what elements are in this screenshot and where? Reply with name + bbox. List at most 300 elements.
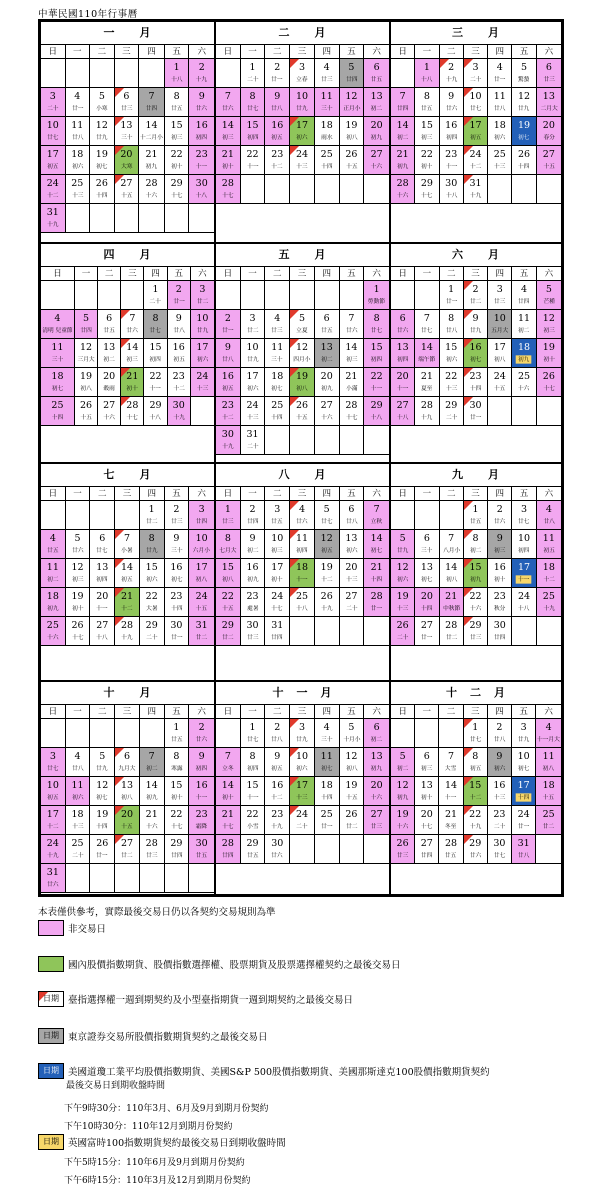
day-number: 15 bbox=[221, 562, 234, 573]
day-number: 8 bbox=[148, 533, 155, 544]
lunar-label: 十六 bbox=[370, 794, 383, 801]
empty-cell bbox=[512, 397, 536, 426]
weekday-header: 一 bbox=[66, 45, 91, 59]
lunar-label: 廿五 bbox=[195, 852, 208, 859]
day-number: 8 bbox=[249, 751, 256, 762]
lunar-label: 芒種 bbox=[543, 298, 555, 305]
lunar-label: 廿一 bbox=[517, 823, 530, 830]
lunar-label: 十二 bbox=[469, 163, 482, 170]
day-number: 31 bbox=[271, 620, 284, 631]
day-number: 4 bbox=[274, 313, 281, 324]
month-title: 二 月 bbox=[216, 22, 389, 45]
lunar-label: 廿八 bbox=[222, 356, 234, 363]
day-cell bbox=[415, 559, 439, 588]
lunar-label: 廿四 bbox=[345, 76, 358, 83]
empty-cell bbox=[340, 281, 365, 310]
empty-cell bbox=[66, 719, 91, 748]
day-number: 21 bbox=[145, 149, 158, 160]
day-cell bbox=[265, 310, 290, 339]
weekday-header: 日 bbox=[391, 705, 415, 719]
lunar-label: 初五 bbox=[222, 385, 234, 392]
empty-cell bbox=[364, 175, 389, 204]
day-number: 21 bbox=[370, 562, 383, 573]
day-cell bbox=[440, 175, 464, 204]
day-cell bbox=[41, 617, 66, 646]
day-number: 16 bbox=[221, 371, 234, 382]
day-number: 9 bbox=[274, 751, 281, 762]
day-number: 7 bbox=[447, 751, 455, 762]
day-number: 22 bbox=[370, 371, 383, 382]
day-cell bbox=[391, 117, 415, 146]
day-cell bbox=[90, 806, 115, 835]
weekday-header: 三 bbox=[464, 487, 488, 501]
day-cell bbox=[315, 777, 340, 806]
day-cell bbox=[391, 777, 415, 806]
weekday-header: 四 bbox=[144, 267, 167, 281]
day-number: 31 bbox=[195, 620, 208, 631]
weekday-header: 六 bbox=[536, 705, 561, 719]
lunar-label: 十五 bbox=[296, 414, 308, 421]
weekday-header: 三 bbox=[290, 705, 315, 719]
month-block bbox=[390, 681, 562, 895]
lunar-label: 十六 bbox=[103, 414, 115, 421]
lunar-label: 十三 bbox=[345, 576, 358, 583]
lunar-label: 初八 bbox=[445, 576, 457, 583]
day-number: 4 bbox=[545, 504, 552, 515]
day-number: 17 bbox=[469, 120, 482, 131]
lunar-label: 廿九 bbox=[246, 356, 259, 363]
day-number: 6 bbox=[423, 533, 430, 544]
lunar-label: 初六 bbox=[71, 794, 84, 801]
lunar-label: 十九 bbox=[421, 414, 433, 421]
day-number: 5 bbox=[298, 313, 306, 324]
day-cell bbox=[165, 146, 190, 175]
day-number: 20 bbox=[370, 780, 383, 791]
day-cell bbox=[241, 146, 266, 175]
lunar-label: 二十 bbox=[71, 852, 84, 859]
lunar-label: 初四 bbox=[195, 765, 208, 772]
day-number: 10 bbox=[493, 313, 506, 324]
day-cell bbox=[340, 117, 365, 146]
day-number: 26 bbox=[345, 149, 358, 160]
day-cell bbox=[464, 59, 488, 88]
day-cell bbox=[189, 559, 214, 588]
day-cell bbox=[140, 588, 165, 617]
lunar-label: 初六 bbox=[345, 547, 358, 554]
lunar-label: 初七 bbox=[518, 134, 530, 141]
day-number: 19 bbox=[95, 149, 108, 160]
day-number: 29 bbox=[145, 620, 158, 631]
day-cell bbox=[90, 559, 115, 588]
day-cell bbox=[488, 368, 512, 397]
lunar-label: 廿七 bbox=[469, 736, 481, 743]
day-cell bbox=[216, 368, 241, 397]
day-number: 14 bbox=[221, 780, 234, 791]
day-cell bbox=[265, 559, 290, 588]
lunar-label: 廿五 bbox=[170, 105, 183, 112]
day-number: 23 bbox=[221, 400, 234, 411]
weekday-header: 一 bbox=[241, 45, 266, 59]
lunar-label: 廿五 bbox=[321, 327, 333, 334]
lunar-label: 十四 bbox=[96, 192, 108, 199]
lunar-label: 十六 bbox=[396, 823, 409, 830]
lunar-label: 十一 bbox=[246, 794, 259, 801]
lunar-label: 雨水 bbox=[321, 134, 333, 141]
day-number: 24 bbox=[246, 400, 259, 411]
day-cell bbox=[189, 835, 214, 864]
day-cell bbox=[440, 368, 464, 397]
empty-cell bbox=[41, 281, 75, 310]
day-number: 20 bbox=[370, 120, 383, 131]
lunar-label: 九月大 bbox=[118, 765, 136, 772]
empty-cell bbox=[165, 204, 190, 233]
day-cell bbox=[488, 310, 512, 339]
lunar-label: 十三 bbox=[246, 414, 259, 421]
day-cell bbox=[290, 339, 315, 368]
day-number: 14 bbox=[145, 780, 158, 791]
day-cell bbox=[121, 339, 144, 368]
day-cell bbox=[41, 748, 66, 777]
day-cell bbox=[364, 559, 389, 588]
day-number: 21 bbox=[221, 149, 234, 160]
day-cell bbox=[139, 117, 165, 146]
lunar-label: 十九 bbox=[469, 823, 481, 830]
day-cell bbox=[165, 59, 190, 88]
day-number: 9 bbox=[198, 91, 205, 102]
lunar-label: 廿三 bbox=[396, 852, 409, 859]
day-cell bbox=[66, 559, 91, 588]
day-cell bbox=[512, 501, 536, 530]
lunar-label: 十四 bbox=[51, 414, 64, 421]
day-number: 20 bbox=[345, 562, 358, 573]
day-cell bbox=[241, 806, 266, 835]
day-number: 30 bbox=[246, 620, 259, 631]
day-cell bbox=[168, 397, 191, 426]
day-cell bbox=[265, 117, 290, 146]
day-cell bbox=[315, 368, 340, 397]
day-cell bbox=[90, 88, 115, 117]
day-cell bbox=[168, 310, 191, 339]
day-number: 1 bbox=[249, 62, 256, 73]
weekday-header: 六 bbox=[364, 45, 389, 59]
lunar-label: 廿二 bbox=[542, 823, 555, 830]
day-cell bbox=[140, 777, 165, 806]
day-cell bbox=[66, 748, 91, 777]
lunar-label: 立夏 bbox=[296, 327, 308, 334]
day-number: 19 bbox=[518, 120, 531, 131]
weekday-header: 五 bbox=[512, 705, 536, 719]
lunar-label: 小滿 bbox=[345, 385, 358, 392]
day-number: 5 bbox=[348, 62, 355, 73]
weekday-header: 六 bbox=[364, 267, 389, 281]
day-number: 30 bbox=[195, 178, 208, 189]
weekday-header: 三 bbox=[290, 267, 315, 281]
day-number: 19 bbox=[96, 809, 109, 820]
day-cell bbox=[464, 281, 488, 310]
day-number: 23 bbox=[246, 591, 259, 602]
day-number: 2 bbox=[249, 504, 256, 515]
day-cell bbox=[90, 617, 115, 646]
day-number: 7 bbox=[224, 91, 231, 102]
day-cell bbox=[189, 617, 214, 646]
day-cell bbox=[315, 719, 340, 748]
lunar-label: 十七 bbox=[170, 823, 183, 830]
lunar-label: 十月小 bbox=[342, 736, 360, 743]
lunar-label: 十九 bbox=[445, 76, 457, 83]
day-number: 14 bbox=[145, 120, 158, 131]
day-number: 29 bbox=[149, 400, 162, 411]
lunar-label: 十二 bbox=[321, 576, 333, 583]
lunar-label: 十五 bbox=[195, 605, 208, 612]
day-cell bbox=[464, 501, 488, 530]
legend-uk bbox=[38, 1134, 286, 1150]
day-number: 21 bbox=[126, 371, 139, 382]
day-cell bbox=[464, 530, 488, 559]
lunar-label: 冬至 bbox=[445, 823, 457, 830]
lunar-label: 廿三 bbox=[246, 634, 259, 641]
lunar-label: 初十 bbox=[421, 163, 433, 170]
lunar-label: 初八 bbox=[296, 385, 308, 392]
lunar-label: 廿二 bbox=[246, 327, 259, 334]
lunar-label: 驚蟄 bbox=[518, 76, 530, 83]
empty-cell bbox=[488, 175, 512, 204]
day-number: 2 bbox=[496, 722, 503, 733]
lunar-label: 十二 bbox=[121, 605, 133, 612]
day-number: 15 bbox=[145, 562, 158, 573]
day-cell bbox=[488, 559, 512, 588]
weekday-header: 四 bbox=[488, 705, 512, 719]
lunar-label: 初七 bbox=[421, 576, 433, 583]
day-cell bbox=[115, 88, 140, 117]
lunar-label: 廿三 bbox=[469, 634, 482, 641]
lunar-label: 十五 bbox=[222, 605, 234, 612]
weekday-header: 三 bbox=[115, 45, 140, 59]
day-number: 3 bbox=[520, 722, 527, 733]
day-cell bbox=[66, 777, 91, 806]
day-cell bbox=[488, 339, 512, 368]
day-cell bbox=[265, 88, 290, 117]
day-number: 3 bbox=[199, 284, 206, 295]
day-cell bbox=[144, 310, 167, 339]
lunar-label: 初六 bbox=[196, 356, 209, 363]
day-number: 18 bbox=[320, 120, 333, 131]
lunar-label: 穀雨 bbox=[103, 385, 115, 392]
weekday-header: 三 bbox=[121, 267, 144, 281]
lunar-label: 十四 bbox=[421, 605, 433, 612]
day-cell bbox=[464, 806, 488, 835]
lunar-label: 初六 bbox=[71, 163, 83, 170]
day-cell bbox=[241, 59, 266, 88]
day-cell bbox=[66, 117, 91, 146]
day-number: 26 bbox=[71, 620, 84, 631]
day-number: 29 bbox=[221, 620, 234, 631]
empty-cell bbox=[265, 426, 290, 455]
empty-cell bbox=[189, 864, 214, 893]
day-number: 23 bbox=[195, 149, 208, 160]
day-number: 14 bbox=[445, 562, 458, 573]
lunar-label: 初九 bbox=[469, 576, 482, 583]
day-cell bbox=[41, 777, 66, 806]
lunar-label: 十一 bbox=[246, 163, 259, 170]
lunar-label: 廿三 bbox=[370, 823, 383, 830]
month-title: 十 一 月 bbox=[216, 682, 389, 705]
day-cell bbox=[415, 777, 439, 806]
day-cell bbox=[90, 530, 115, 559]
empty-cell bbox=[216, 281, 241, 310]
month-block bbox=[40, 681, 215, 895]
weekday-header: 三 bbox=[290, 487, 315, 501]
empty-cell bbox=[139, 204, 165, 233]
legend-us bbox=[38, 1063, 490, 1079]
lunar-label: 初九 bbox=[396, 163, 409, 170]
day-number: 6 bbox=[123, 91, 130, 102]
weekday-header: 三 bbox=[464, 267, 488, 281]
weekday-header: 四 bbox=[139, 45, 165, 59]
day-cell bbox=[315, 59, 340, 88]
lunar-label: 十一 bbox=[195, 794, 208, 801]
lunar-label: 十二 bbox=[271, 794, 283, 801]
lunar-label: 十五 bbox=[345, 794, 358, 801]
weekday-header: 五 bbox=[168, 267, 191, 281]
day-cell bbox=[75, 310, 98, 339]
day-cell bbox=[415, 588, 439, 617]
day-cell bbox=[364, 310, 389, 339]
weekday-header: 二 bbox=[440, 487, 464, 501]
day-cell bbox=[165, 748, 190, 777]
lunar-label: 十一 bbox=[96, 605, 108, 612]
day-cell bbox=[488, 777, 512, 806]
lunar-label: 廿六 bbox=[271, 852, 283, 859]
day-number: 10 bbox=[46, 120, 59, 131]
day-cell bbox=[315, 146, 340, 175]
month-block bbox=[215, 463, 390, 681]
lunar-label: 廿六 bbox=[469, 852, 481, 859]
empty-cell bbox=[241, 281, 266, 310]
weekday-header: 二 bbox=[265, 705, 290, 719]
lunar-label: 初四 bbox=[296, 547, 308, 554]
day-number: 27 bbox=[120, 838, 134, 849]
lunar-label: 廿九 bbox=[196, 327, 209, 334]
day-cell bbox=[241, 501, 266, 530]
day-number: 14 bbox=[120, 562, 134, 573]
lunar-label: 廿一 bbox=[96, 852, 108, 859]
month-block bbox=[40, 21, 215, 243]
day-number: 26 bbox=[320, 591, 333, 602]
day-number: 3 bbox=[472, 62, 479, 73]
day-cell bbox=[290, 748, 315, 777]
lunar-label: 廿三 bbox=[222, 518, 234, 525]
lunar-label: 廿六 bbox=[222, 105, 234, 112]
day-cell bbox=[364, 719, 389, 748]
day-number: 5 bbox=[99, 751, 106, 762]
day-number: 12 bbox=[79, 342, 93, 353]
day-number: 12 bbox=[71, 562, 84, 573]
day-number: 13 bbox=[120, 120, 133, 131]
lunar-label: 初九 bbox=[145, 163, 158, 170]
lunar-label: 廿三 bbox=[146, 852, 158, 859]
lunar-label: 初五 bbox=[47, 163, 59, 170]
lunar-label: 十八 bbox=[196, 192, 208, 199]
day-number: 20 bbox=[320, 371, 333, 382]
day-cell bbox=[41, 559, 66, 588]
day-cell bbox=[90, 777, 115, 806]
day-cell bbox=[391, 88, 415, 117]
day-cell bbox=[536, 748, 561, 777]
day-cell bbox=[98, 310, 121, 339]
lunar-label: 廿四 bbox=[80, 327, 92, 334]
lunar-label: 正月小 bbox=[342, 105, 360, 112]
day-number: 6 bbox=[373, 62, 380, 73]
day-number: 8 bbox=[173, 751, 180, 762]
day-cell bbox=[488, 88, 512, 117]
day-cell bbox=[41, 88, 66, 117]
lunar-label: 廿五 bbox=[469, 518, 482, 525]
day-cell bbox=[189, 59, 214, 88]
lunar-label: 初四 bbox=[246, 765, 259, 772]
day-number: 14 bbox=[420, 342, 433, 353]
lunar-label: 初十 bbox=[126, 385, 139, 392]
day-cell bbox=[464, 146, 488, 175]
day-cell bbox=[66, 617, 91, 646]
day-number: 5 bbox=[74, 533, 81, 544]
day-cell bbox=[340, 530, 365, 559]
lunar-label: 初二 bbox=[47, 576, 59, 583]
day-number: 12 bbox=[345, 91, 358, 102]
lunar-label: 廿九 bbox=[518, 105, 530, 112]
day-cell bbox=[216, 806, 241, 835]
lunar-label: 十六 bbox=[321, 414, 333, 421]
lunar-label: 小雪 bbox=[246, 823, 259, 830]
empty-cell bbox=[66, 501, 91, 530]
day-cell bbox=[488, 501, 512, 530]
day-cell bbox=[364, 806, 389, 835]
day-cell bbox=[391, 748, 415, 777]
day-cell bbox=[464, 339, 488, 368]
day-number: 3 bbox=[49, 91, 56, 102]
lunar-label: 處暑 bbox=[246, 605, 259, 612]
day-number: 30 bbox=[493, 838, 506, 849]
day-number: 1 bbox=[173, 722, 180, 733]
day-cell bbox=[364, 59, 389, 88]
empty-cell bbox=[241, 175, 266, 204]
lunar-label: 四月小 bbox=[293, 356, 311, 363]
lunar-label: 廿九 bbox=[296, 736, 308, 743]
lunar-label: 廿一 bbox=[469, 414, 482, 421]
lunar-label: 初二 bbox=[246, 547, 259, 554]
lunar-label: 廿四 bbox=[246, 518, 259, 525]
lunar-label: 廿三 bbox=[321, 76, 333, 83]
day-number: 28 bbox=[221, 178, 234, 189]
empty-cell bbox=[265, 281, 290, 310]
day-number: 6 bbox=[545, 62, 552, 73]
day-cell bbox=[115, 530, 140, 559]
empty-cell bbox=[364, 835, 389, 864]
day-cell bbox=[216, 310, 241, 339]
weekday-header: 三 bbox=[115, 705, 140, 719]
day-cell bbox=[165, 617, 190, 646]
day-cell bbox=[391, 559, 415, 588]
day-number: 24 bbox=[518, 591, 531, 602]
lunar-label: 初七 bbox=[370, 547, 383, 554]
day-number: 3 bbox=[298, 722, 306, 733]
day-cell bbox=[464, 777, 488, 806]
day-cell bbox=[488, 617, 512, 646]
lunar-label: 二十 bbox=[47, 105, 59, 112]
day-cell bbox=[115, 806, 140, 835]
lunar-label: 十一 bbox=[196, 163, 208, 170]
day-cell bbox=[144, 397, 167, 426]
day-number: 9 bbox=[496, 533, 503, 544]
